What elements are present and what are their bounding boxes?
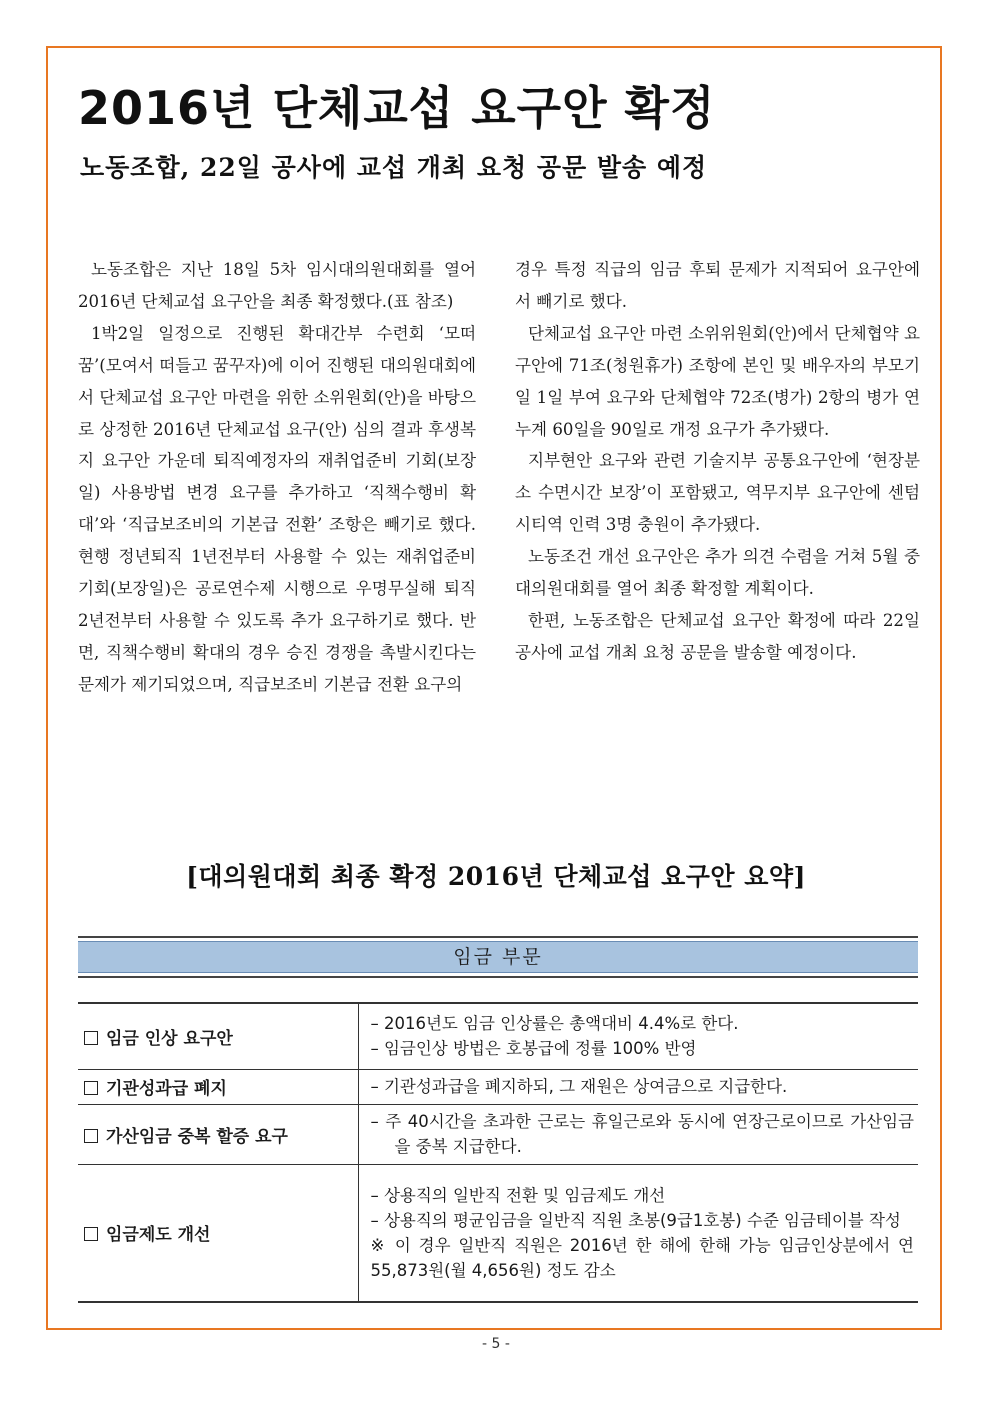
body-column-right bbox=[515, 254, 920, 669]
row-description bbox=[358, 1104, 918, 1164]
bullet-item: – 상용직의 일반직 전환 및 임금제도 개선 bbox=[370, 1185, 666, 1205]
summary-title: [대의원대회 최종 확정 2016년 단체교섭 요구안 요약] bbox=[186, 862, 806, 891]
row-label bbox=[78, 1069, 358, 1104]
article-title: 2016년 단체교섭 요구안 확정 bbox=[78, 81, 716, 135]
section-header-label: 임금 부문 bbox=[78, 941, 918, 973]
table-row bbox=[78, 1003, 918, 1069]
row-label-text: 가산임금 중복 할증 요구 bbox=[106, 1126, 288, 1147]
bullet-item: – 임금인상 방법은 호봉급에 정률 100% 반영 bbox=[370, 1039, 697, 1059]
table-row bbox=[78, 1069, 918, 1104]
paragraph: 한편, 노동조합은 단체교섭 요구안 확정에 따라 22일 공사에 교섭 개최 요청 공문을 발송할 예정이다. bbox=[515, 610, 920, 662]
note-text: ※ 이 경우 일반직 직원은 2016년 한 해에 한해 가능 임금인상분에서 연 55,873원(월 4,656원) 정도 감소 bbox=[370, 1235, 914, 1280]
table-row bbox=[78, 1164, 918, 1302]
row-label bbox=[78, 1104, 358, 1164]
bullet-item: – 상용직의 평균임금을 일반직 직원 초봉(9급1호봉) 수준 임금테이블 작성 bbox=[370, 1210, 901, 1230]
paragraph: 경우 특정 직급의 임금 후퇴 문제가 지적되어 요구안에서 빼기로 했다. bbox=[515, 260, 920, 311]
bullet-item: – 주 40시간을 초과한 근로는 휴일근로와 동시에 연장근로이므로 가산임금을 중복 지급한다. bbox=[370, 1112, 914, 1156]
paragraph: 노동조건 개선 요구안은 추가 의견 수렴을 거쳐 5월 중 대의원대회를 열어 최종 확정할 계획이다. bbox=[515, 547, 920, 599]
row-description bbox=[358, 1164, 918, 1302]
bullet-item: – 기관성과급을 폐지하되, 그 재원은 상여금으로 지급한다. bbox=[370, 1077, 788, 1096]
checkbox-icon bbox=[84, 1129, 98, 1143]
paragraph: 단체교섭 요구안 마련 소위위원회(안)에서 단체협약 요구안에 71조(청원휴가) 조항에 본인 및 배우자의 부모기일 1일 부여 요구와 단체협약 72조(병가) 2항의 병가 연누계 60일을 90일로 개정 요구가 추가됐다. bbox=[515, 323, 920, 439]
row-description bbox=[358, 1069, 918, 1104]
bullet-item: – 2016년도 임금 인상률은 총액대비 4.4%로 한다. bbox=[370, 1014, 739, 1034]
paragraph: 지부현안 요구와 관련 기술지부 공통요구안에 ‘현장분소 수면시간 보장’이 포함됐고, 역무지부 요구안에 센텀시티역 인력 3명 충원이 추가됐다. bbox=[515, 451, 920, 535]
row-label bbox=[78, 1003, 358, 1069]
article-subtitle: 노동조합, 22일 공사에 교섭 개최 요청 공문 발송 예정 bbox=[80, 153, 708, 182]
row-label-text: 기관성과급 폐지 bbox=[106, 1079, 227, 1099]
summary-table bbox=[78, 1002, 918, 1303]
checkbox-icon bbox=[84, 1031, 98, 1045]
row-label bbox=[78, 1164, 358, 1302]
paragraph: 노동조합은 지난 18일 5차 임시대의원대회를 열어 2016년 단체교섭 요구안을 최종 확정했다.(표 참조) bbox=[78, 260, 476, 311]
row-label-text: 임금 인상 요구안 bbox=[106, 1028, 233, 1049]
section-header bbox=[78, 936, 918, 978]
table-row bbox=[78, 1104, 918, 1164]
row-label-text: 임금제도 개선 bbox=[106, 1225, 211, 1246]
row-description bbox=[358, 1003, 918, 1069]
checkbox-icon bbox=[84, 1081, 98, 1095]
checkbox-icon bbox=[84, 1227, 98, 1241]
paragraph: 1박2일 일정으로 진행된 확대간부 수련회 ‘모떠꿈’(모여서 떠들고 꿈꾸자)에 이어 진행된 대의원대회에서 단체교섭 요구안 마련을 위한 소위원회(안)을 바탕으로 상정한 2016년 단체교섭 요구(안) 심의 결과 후생복지 요구안 가운데 퇴직예정자의 재취업준비 기회(보장일) 사용방법 변경 요구를 추가하고 ‘직책수행비 확대’와 ‘직급보조비의 기본급 전환’ 조항은 빼기로 했다. 현행 정년퇴직 1년전부터 사용할 수 있는 재취업준비 기회(보장일)은 공로연수제 시행으로 우명무실해 퇴직 2년전부터 사용할 수 있도록 추가 요구하기로 했다. 반면, 직책수행비 확대의 경우 승진 경쟁을 촉발시킨다는 문제가 제기되었으며, 직급보조비 기본급 전환 요구의 bbox=[78, 323, 476, 694]
page-number: - 5 - bbox=[482, 1336, 510, 1352]
body-column-left bbox=[78, 254, 476, 701]
